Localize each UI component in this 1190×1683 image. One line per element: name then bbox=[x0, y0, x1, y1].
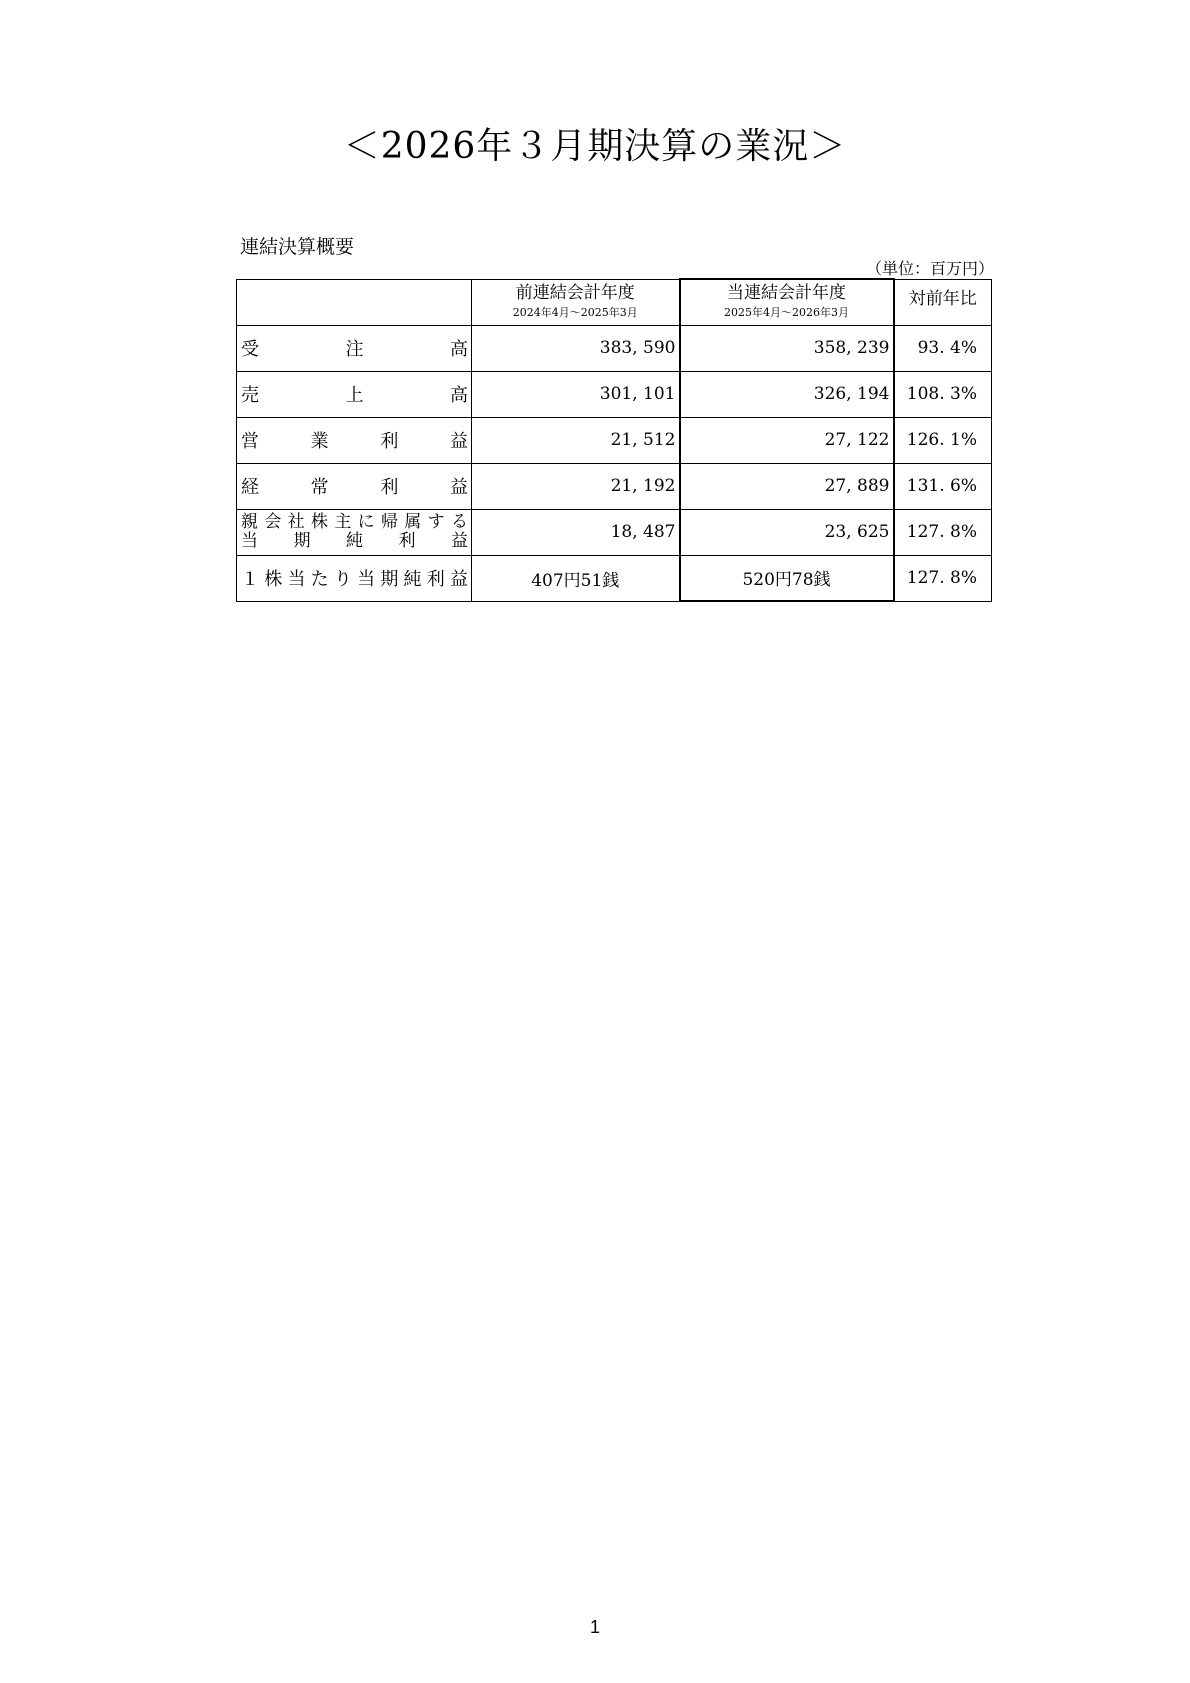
label-char: 常 bbox=[310, 477, 329, 498]
label-char: 会 bbox=[264, 512, 282, 532]
label-char: 経 bbox=[241, 477, 259, 498]
table-row bbox=[237, 371, 992, 417]
current-value: 520円78銭 bbox=[680, 555, 894, 601]
row-label bbox=[237, 325, 472, 371]
row-label bbox=[237, 509, 472, 555]
label-char: 高 bbox=[450, 385, 468, 406]
row-label bbox=[237, 371, 472, 417]
label-char: １ bbox=[241, 569, 259, 590]
label-char: 株 bbox=[310, 512, 328, 532]
row-label bbox=[237, 555, 472, 601]
row-label bbox=[237, 463, 472, 509]
label-char: 当 bbox=[241, 531, 258, 551]
header-ratio: 対前年比 bbox=[894, 279, 992, 325]
label-char: 益 bbox=[449, 569, 468, 590]
label-char: 株 bbox=[264, 569, 283, 590]
current-value: 23, 625 bbox=[680, 509, 894, 555]
table-row bbox=[237, 555, 992, 601]
current-value: 358, 239 bbox=[680, 325, 894, 371]
unit-note: （単位：百万円） bbox=[865, 259, 994, 278]
current-value: 27, 122 bbox=[680, 417, 894, 463]
label-char: 当 bbox=[287, 569, 306, 590]
header-row bbox=[237, 279, 992, 325]
label-char: に bbox=[357, 512, 375, 532]
ratio-value: 127. 8% bbox=[894, 509, 992, 555]
header-prior-year bbox=[472, 279, 680, 325]
header-blank-cell bbox=[237, 279, 472, 325]
prior-value: 407円51銭 bbox=[472, 555, 680, 601]
label-char: 当 bbox=[357, 569, 376, 590]
ratio-value: 131. 6% bbox=[894, 463, 992, 509]
label-char: 純 bbox=[346, 531, 363, 551]
label-char: 売 bbox=[241, 385, 259, 406]
label-char: た bbox=[310, 569, 329, 590]
label-char: 高 bbox=[450, 339, 468, 360]
header-current-sub: 2025年4月～2026年3月 bbox=[724, 306, 849, 320]
label-char: 期 bbox=[380, 569, 399, 590]
table-row bbox=[237, 417, 992, 463]
label-char: 利 bbox=[426, 569, 445, 590]
consolidated-summary-table bbox=[236, 278, 992, 602]
label-char: 親 bbox=[241, 512, 258, 532]
prior-value: 383, 590 bbox=[472, 325, 680, 371]
prior-value: 18, 487 bbox=[472, 509, 680, 555]
page-number: 1 bbox=[589, 1617, 600, 1637]
table-row bbox=[237, 325, 992, 371]
ratio-value: 127. 8% bbox=[894, 555, 992, 601]
ratio-value: 126. 1% bbox=[894, 417, 992, 463]
section-label: 連結決算概要 bbox=[240, 236, 355, 258]
label-char: 業 bbox=[310, 431, 329, 452]
label-char: 属 bbox=[404, 512, 422, 532]
label-char: 受 bbox=[241, 339, 259, 360]
label-char: 利 bbox=[380, 477, 399, 498]
header-current-year bbox=[680, 279, 894, 325]
label-char: 純 bbox=[403, 569, 422, 590]
prior-value: 21, 512 bbox=[472, 417, 680, 463]
label-char: 益 bbox=[451, 531, 468, 551]
current-value: 326, 194 bbox=[680, 371, 894, 417]
label-char: 帰 bbox=[380, 512, 398, 532]
page-title: ＜2026年３月期決算の業況＞ bbox=[343, 126, 847, 167]
label-char: 利 bbox=[380, 431, 399, 452]
label-char: 益 bbox=[449, 477, 468, 498]
header-current-main: 当連結会計年度 bbox=[727, 283, 846, 304]
prior-value: 21, 192 bbox=[472, 463, 680, 509]
current-value: 27, 889 bbox=[680, 463, 894, 509]
label-char: 益 bbox=[449, 431, 468, 452]
label-char: 上 bbox=[345, 385, 364, 406]
table-row bbox=[237, 463, 992, 509]
label-char: 期 bbox=[293, 531, 311, 551]
label-char: 主 bbox=[334, 512, 352, 532]
label-char: す bbox=[427, 512, 445, 532]
label-char: 社 bbox=[287, 512, 305, 532]
table-row bbox=[237, 509, 992, 555]
label-char: 注 bbox=[345, 339, 364, 360]
header-prior-main: 前連結会計年度 bbox=[515, 283, 635, 303]
header-prior-sub: 2024年4月～2025年3月 bbox=[512, 306, 638, 319]
label-char: 営 bbox=[241, 431, 259, 452]
ratio-value: 93. 4% bbox=[894, 325, 992, 371]
row-label bbox=[237, 417, 472, 463]
label-char: る bbox=[450, 512, 468, 532]
label-char: り bbox=[333, 569, 352, 590]
prior-value: 301, 101 bbox=[472, 371, 680, 417]
ratio-value: 108. 3% bbox=[894, 371, 992, 417]
label-char: 利 bbox=[398, 531, 416, 551]
